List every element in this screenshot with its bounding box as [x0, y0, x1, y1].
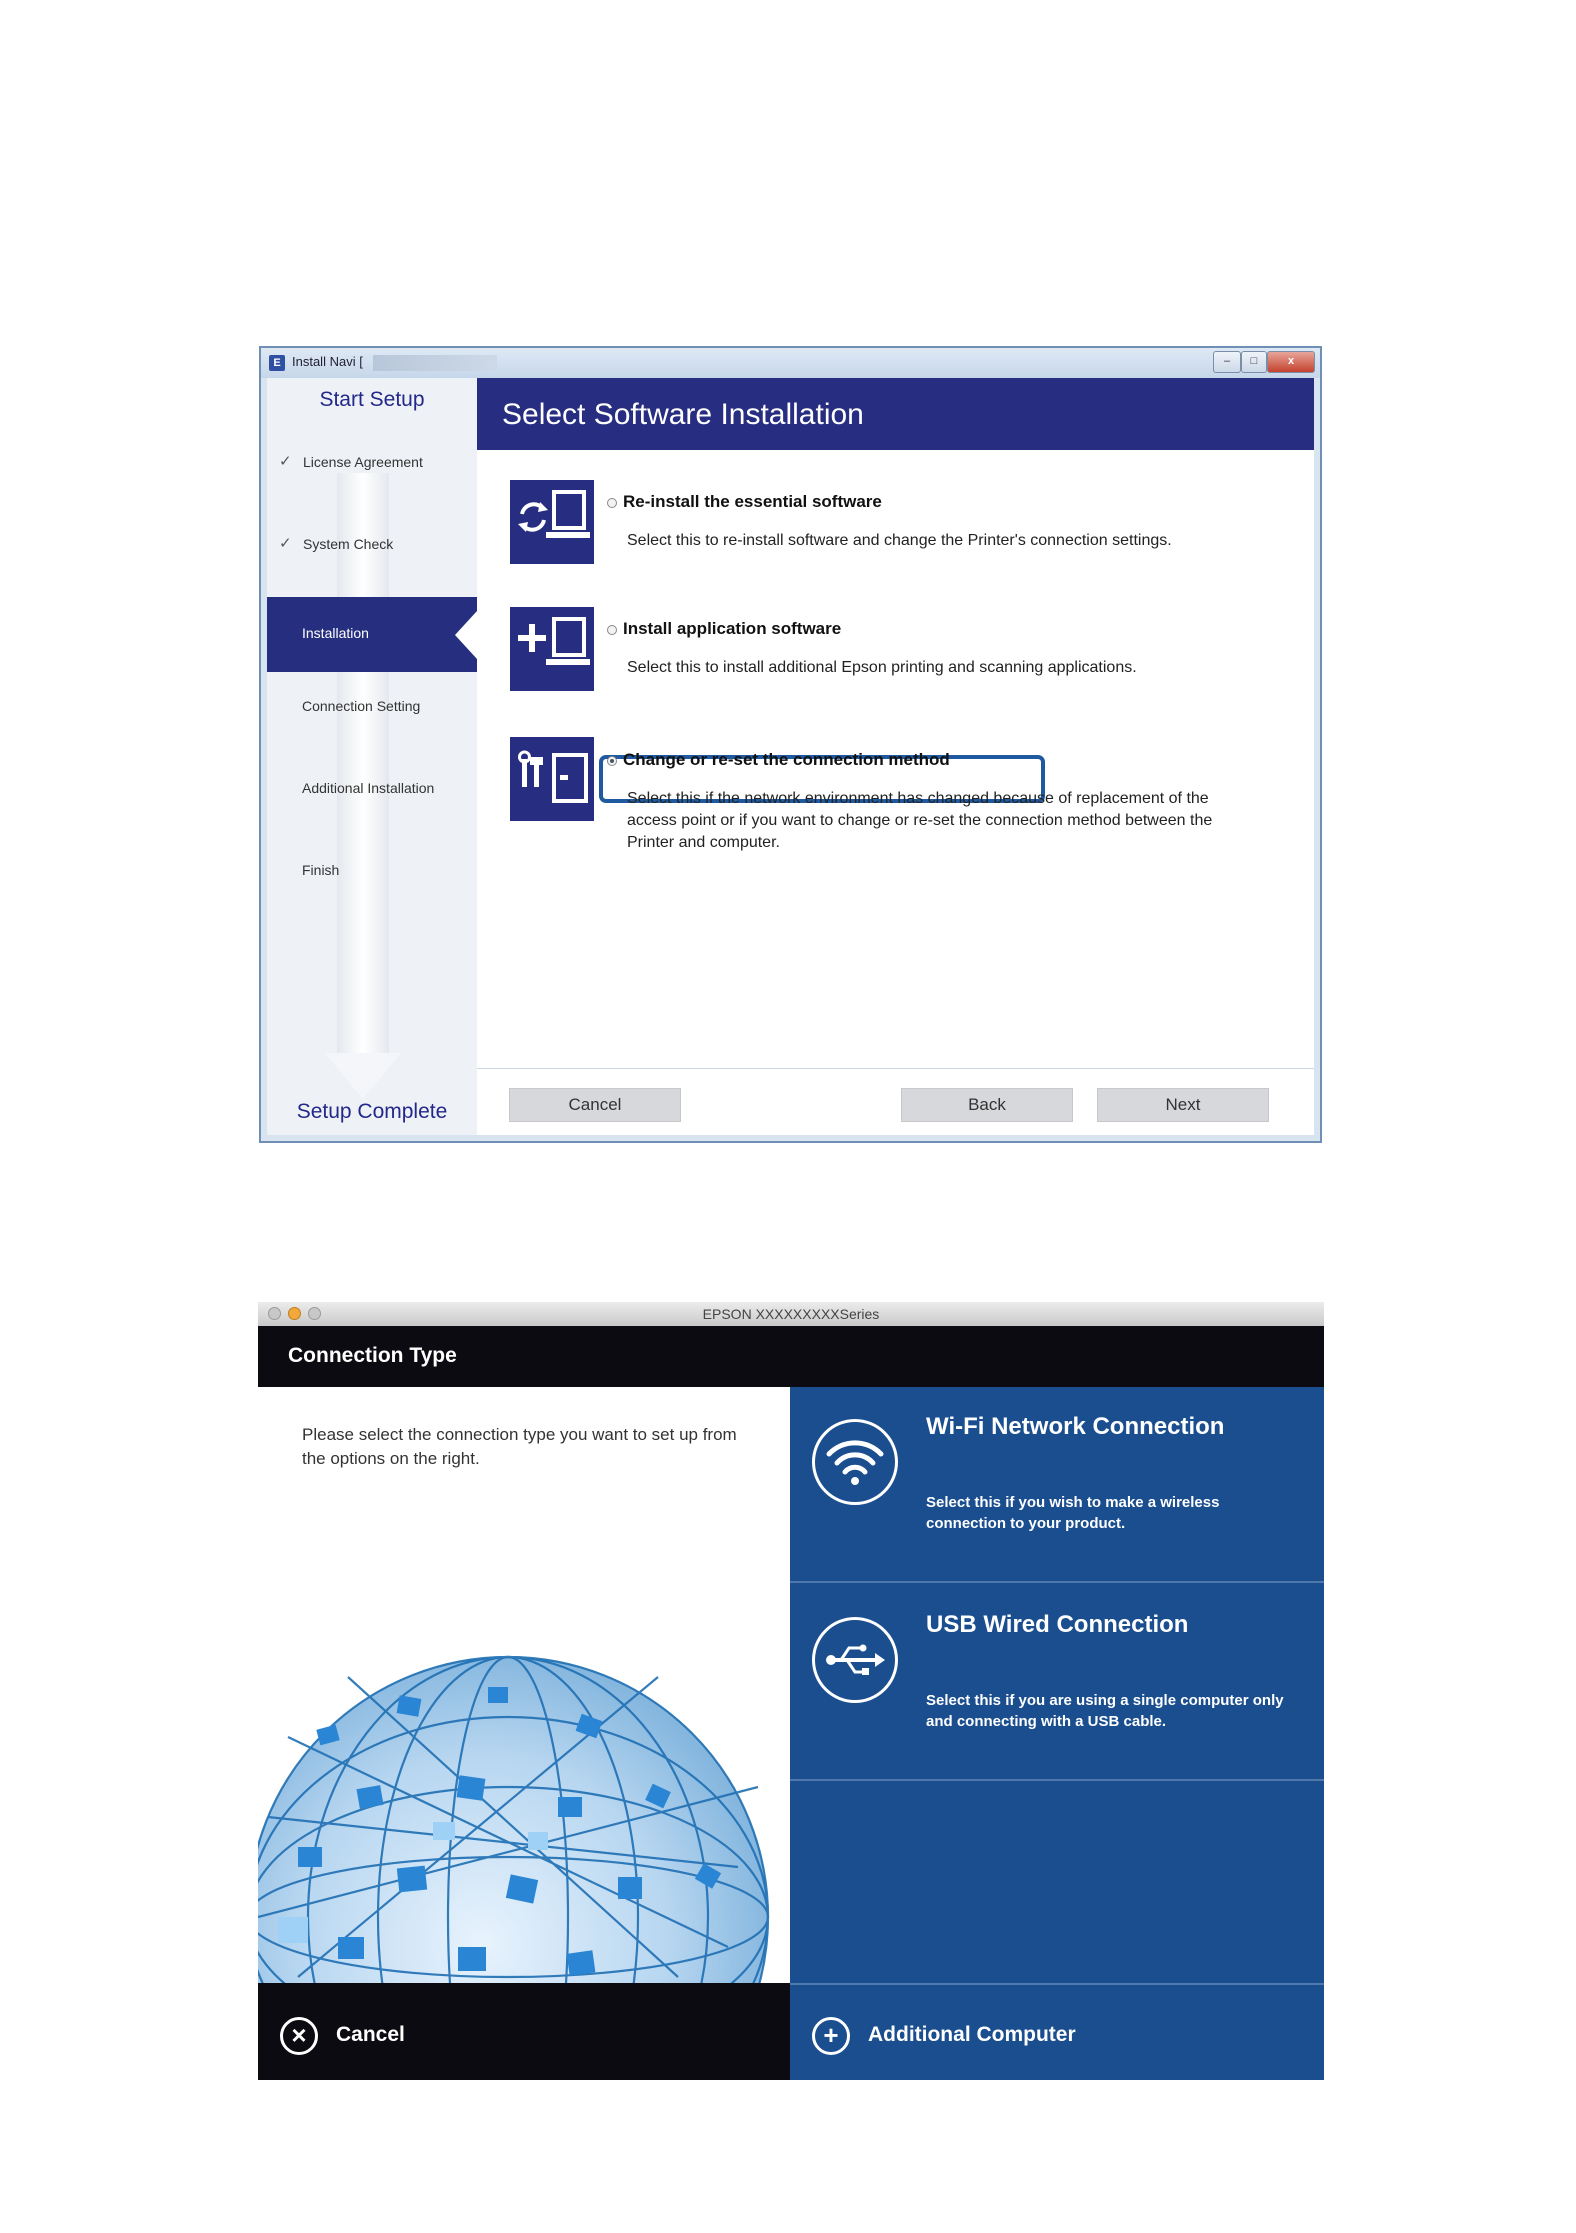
- app-icon: E: [269, 355, 285, 371]
- step-finish: Finish: [302, 862, 340, 878]
- progress-arrow: [337, 473, 389, 1053]
- start-setup-label: Start Setup: [319, 388, 425, 411]
- install-navi-window: [259, 346, 1322, 1143]
- epson-connection-window: [258, 1302, 1324, 2080]
- cancel-button[interactable]: Cancel: [509, 1088, 681, 1122]
- page-header: [477, 378, 1314, 450]
- plus-computer-icon[interactable]: [510, 607, 594, 691]
- main-panel: [477, 378, 1314, 1135]
- wifi-connection-option[interactable]: [790, 1387, 1324, 1583]
- window-title: Install Navi [: [292, 354, 363, 369]
- wifi-option-title: Wi-Fi Network Connection: [926, 1413, 1225, 1440]
- refresh-computer-icon[interactable]: [510, 480, 594, 564]
- setup-complete-label: Setup Complete: [296, 1100, 448, 1123]
- steps-sidebar: [267, 378, 477, 1135]
- step-additional-installation: Additional Installation: [302, 780, 435, 796]
- reinstall-option-desc: Select this to re-install software and change the Printer's connection settings.: [627, 532, 1172, 549]
- maximize-button[interactable]: □: [1241, 351, 1267, 373]
- install-apps-option-desc: Select this to install additional Epson printing and scanning applications.: [627, 659, 1137, 676]
- footer-separator: [790, 1983, 1324, 1997]
- step-license-agreement: License Agreement: [303, 454, 423, 470]
- close-button[interactable]: x: [1267, 351, 1315, 373]
- step-connection-setting: Connection Setting: [302, 698, 421, 714]
- install-apps-radio[interactable]: [607, 625, 617, 635]
- close-circle-icon: ×: [280, 2017, 318, 2055]
- wifi-icon: [812, 1419, 898, 1505]
- wifi-option-desc: Select this if you wish to make a wireless connection to your product.: [926, 1494, 1220, 1532]
- additional-computer-label: Additional Computer: [868, 2023, 1076, 2046]
- footer-separator: [258, 1983, 790, 1997]
- step-installation: Installation: [302, 625, 369, 641]
- options-pane: [790, 1387, 1324, 1983]
- reinstall-radio[interactable]: [607, 498, 617, 508]
- check-icon: ✓: [279, 453, 292, 470]
- progress-arrow-head: [325, 1053, 401, 1099]
- change-connection-radio[interactable]: [607, 756, 617, 766]
- window-title: EPSON XXXXXXXXXSeries: [702, 1306, 880, 1322]
- usb-connection-option[interactable]: [790, 1585, 1324, 1781]
- back-button[interactable]: Back: [901, 1088, 1073, 1122]
- page-header: [258, 1326, 1324, 1387]
- title-bar[interactable]: [261, 348, 1320, 378]
- install-apps-option-title[interactable]: Install application software: [623, 619, 842, 638]
- tools-printer-icon[interactable]: [510, 737, 594, 821]
- additional-computer-button[interactable]: [790, 1997, 1324, 2080]
- change-connection-option-desc: Select this if the network environment has changed because of replacement of the access point or if you want to change or re-set the connection method between the Printer and computer.: [627, 790, 1213, 851]
- plus-circle-icon: +: [812, 2017, 850, 2055]
- usb-icon: [812, 1617, 898, 1703]
- cancel-label: Cancel: [336, 2023, 405, 2046]
- title-redacted: [373, 355, 497, 371]
- step-system-check: System Check: [303, 536, 394, 552]
- check-icon: ✓: [279, 535, 292, 552]
- usb-option-title: USB Wired Connection: [926, 1611, 1189, 1638]
- instruction-text: Please select the connection type you want to set up from the options on the right.: [302, 1425, 737, 1468]
- current-step-pointer: [455, 611, 477, 659]
- instruction-pane: [258, 1387, 790, 1983]
- reinstall-option-title[interactable]: Re-install the essential software: [623, 492, 882, 511]
- footer-divider: [477, 1068, 1314, 1069]
- page-title: Connection Type: [288, 1344, 457, 1367]
- page-title: Select Software Installation: [502, 398, 864, 431]
- next-button[interactable]: Next: [1097, 1088, 1269, 1122]
- change-connection-option-title[interactable]: Change or re-set the connection method: [623, 750, 950, 769]
- current-step-highlight: [267, 597, 477, 672]
- usb-option-desc: Select this if you are using a single computer only and connecting with a USB cable.: [926, 1692, 1284, 1730]
- globe-network-image: [258, 1617, 790, 1983]
- cancel-footer-button[interactable]: [258, 1997, 790, 2080]
- title-bar[interactable]: [258, 1302, 1324, 1327]
- minimize-button[interactable]: –: [1213, 351, 1241, 373]
